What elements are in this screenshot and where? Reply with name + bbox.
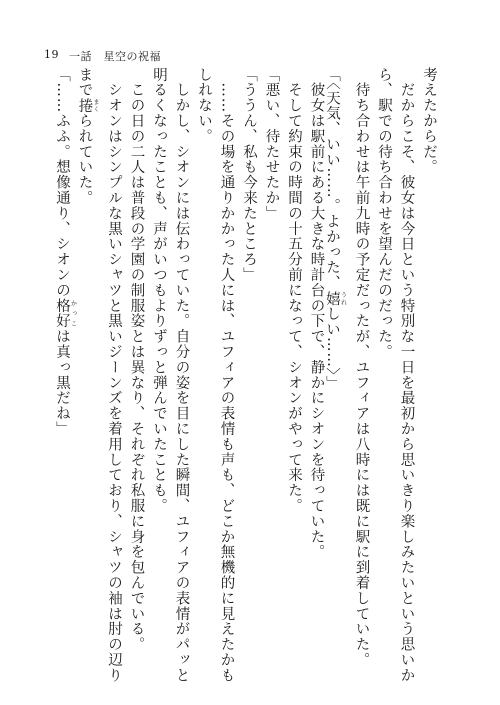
running-header	[44, 48, 161, 64]
text-column: しれない。	[196, 67, 212, 144]
text-column: シオンはシンプルな黒いシャツと黒いジーンズを着用しており、シャツの袖は肘の辺り	[106, 67, 122, 683]
page-number: 19	[44, 48, 59, 61]
text-column: 彼女は駅前にある大きな時計台の下で、静かにシオンを待っていた。	[308, 67, 325, 560]
text-column: 「〈天気、いい……。よかった、嬉 うれしい……〉」	[324, 67, 347, 392]
text-column: ら、駅での待ち合わせを望んだのだった。	[376, 67, 392, 360]
text-column: ……その場を通りかかった人には、ユフィアの表情も声も、どこか無機的に見えたかも	[218, 67, 235, 683]
text-column: 「悪い、待たせたか」	[263, 67, 280, 221]
text-column: まで捲 まくられていた。	[76, 67, 99, 206]
text-column: だからこそ、彼女は今日という特別な一日を最初から思いきり楽しみたいという思いか	[398, 67, 415, 683]
text-column: 明るくなったことも、声がいつもよりずっと弾んでいたことも。	[151, 67, 167, 514]
vertical-text-body	[54, 67, 437, 683]
text-column: 「……ふふ。想像通り、シオンの格好 かっこは真っ黒だね」	[54, 67, 77, 437]
text-column: しかし、シオンには伝わっていた。自分の姿を目にした瞬間、ユフィアの表情がパッと	[173, 67, 190, 683]
chapter-title: 一話 星空の祝福	[69, 50, 161, 63]
text-column: この日の二人は普段の学園の制服姿とは異なり、それぞれ私服に身を包んでいる。	[128, 67, 145, 653]
text-column: 考えたからだ。	[421, 67, 437, 175]
ruby-word: 捲 まく	[76, 97, 99, 114]
ruby-word: 嬉 うれ	[324, 290, 347, 307]
text-column: 「ううん、私も今来たところ」	[241, 67, 257, 283]
text-column: 待ち合わせは午前九時の予定だったが、ユフィアは八時には既に駅に到着していた。	[353, 67, 370, 668]
text-column: そして約束の時間の十五分前になって、シオンがやって来た。	[286, 67, 302, 514]
ruby-word: 格好 かっこ	[54, 298, 77, 329]
